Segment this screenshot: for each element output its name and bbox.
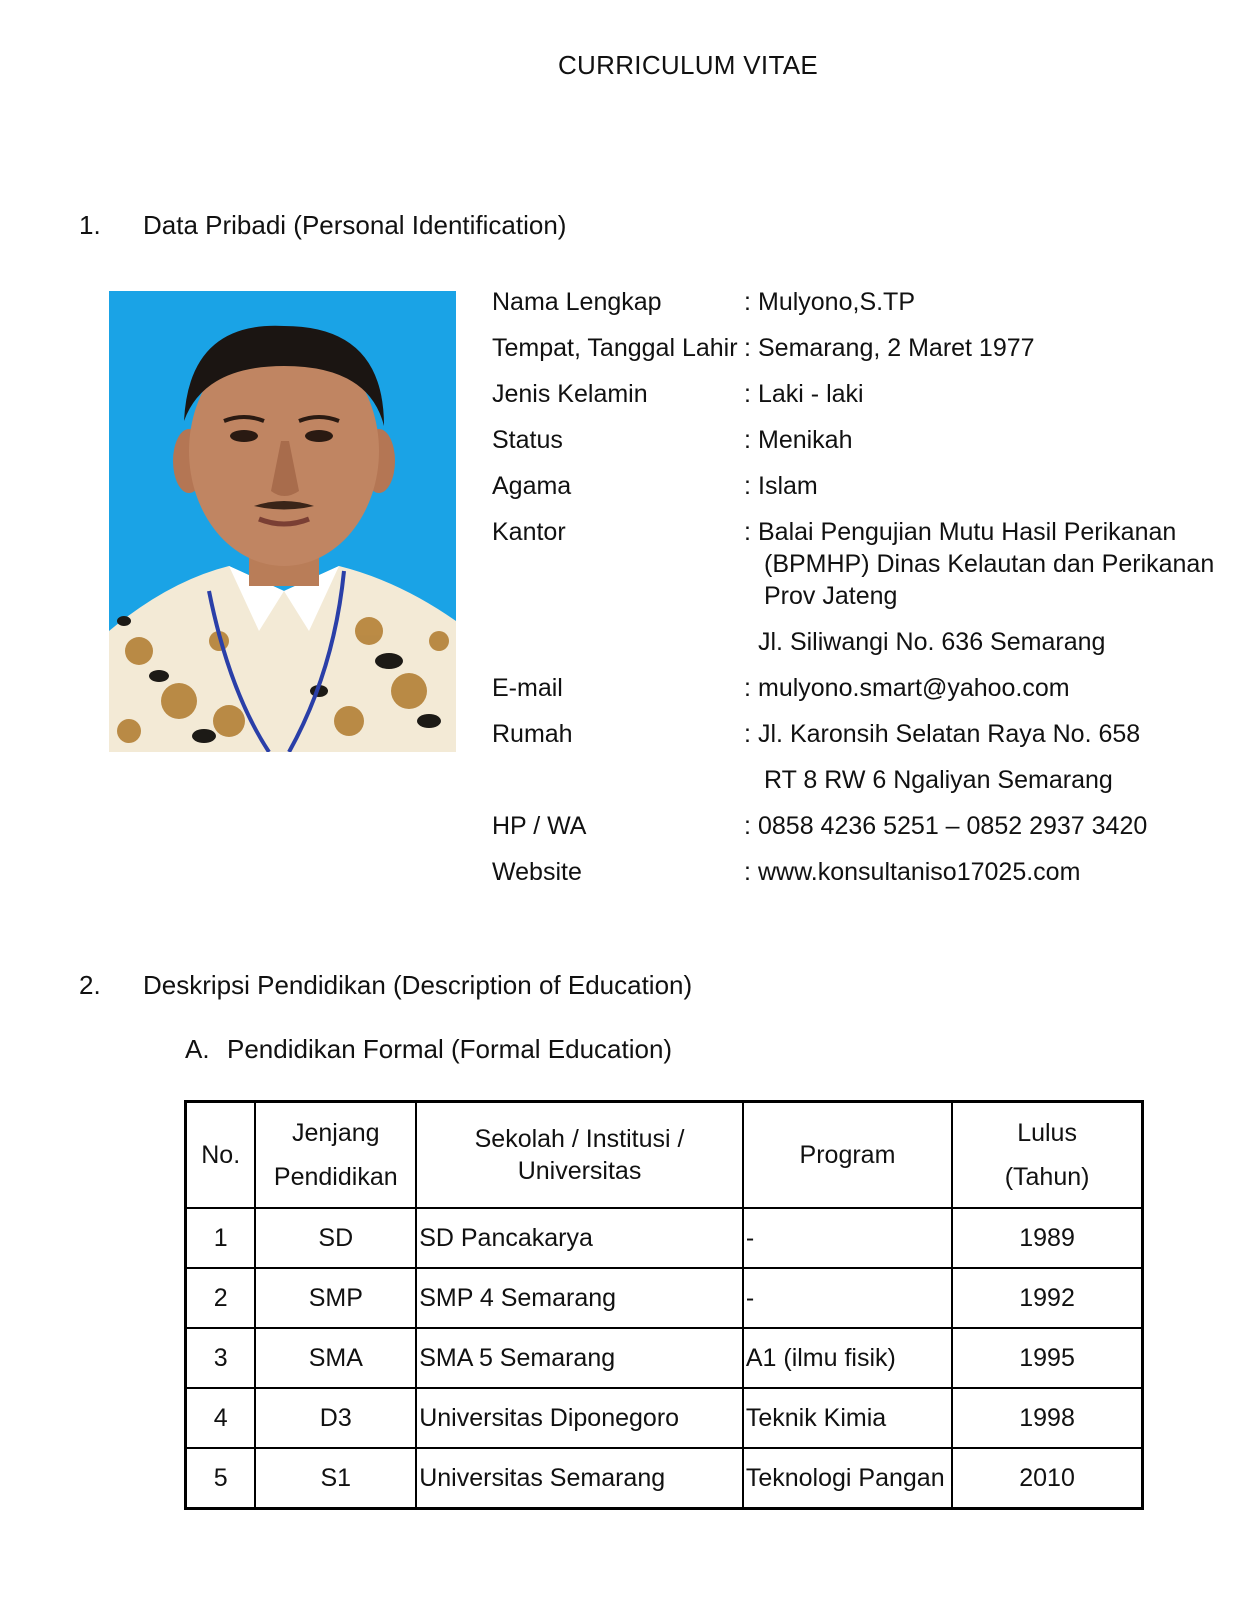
rumah-line-2: RT 8 RW 6 Ngaliyan Semarang bbox=[764, 766, 1113, 794]
value-nama: Mulyono,S.TP bbox=[758, 288, 916, 316]
header-sekolah: Sekolah / Institusi / Universitas bbox=[416, 1102, 743, 1209]
cell-no: 3 bbox=[186, 1328, 256, 1388]
separator: : bbox=[744, 812, 751, 840]
label-hp: HP / WA bbox=[492, 812, 587, 840]
cell-jenjang: S1 bbox=[255, 1448, 416, 1509]
info-row-ttl bbox=[492, 332, 1232, 364]
label-ttl: Tempat, Tanggal Lahir bbox=[492, 334, 738, 362]
info-row-kantor-address bbox=[492, 626, 1232, 658]
page-title: CURRICULUM VITAE bbox=[557, 50, 818, 80]
subsection-letter: A. bbox=[185, 1034, 210, 1064]
cell-jenjang: SMA bbox=[255, 1328, 416, 1388]
table-row bbox=[186, 1208, 1143, 1268]
portrait-image bbox=[109, 291, 456, 752]
label-agama: Agama bbox=[492, 472, 572, 500]
separator: : bbox=[744, 426, 751, 454]
kantor-line-1: Balai Pengujian Mutu Hasil Perikanan bbox=[758, 518, 1177, 546]
section-title: Deskripsi Pendidikan (Description of Education) bbox=[143, 970, 693, 1000]
cell-sekolah: SD Pancakarya bbox=[416, 1208, 743, 1268]
table-row bbox=[186, 1268, 1143, 1328]
label-jenis-kelamin: Jenis Kelamin bbox=[492, 380, 648, 408]
label-website: Website bbox=[492, 858, 582, 886]
value-status: Menikah bbox=[758, 426, 853, 454]
label-nama: Nama Lengkap bbox=[492, 288, 662, 316]
separator: : bbox=[744, 720, 751, 748]
cell-program: Teknik Kimia bbox=[743, 1388, 952, 1448]
info-row-kantor bbox=[492, 516, 1232, 612]
value-email: mulyono.smart@yahoo.com bbox=[758, 674, 1070, 702]
label-kantor: Kantor bbox=[492, 518, 566, 546]
cell-sekolah: SMA 5 Semarang bbox=[416, 1328, 743, 1388]
info-row-rumah bbox=[492, 718, 1232, 750]
value-ttl: Semarang, 2 Maret 1977 bbox=[758, 334, 1035, 362]
header-jenjang: Jenjang Pendidikan bbox=[255, 1102, 416, 1209]
cell-sekolah: Universitas Semarang bbox=[416, 1448, 743, 1509]
table-row bbox=[186, 1328, 1143, 1388]
cell-jenjang: SMP bbox=[255, 1268, 416, 1328]
cell-no: 5 bbox=[186, 1448, 256, 1509]
value-website: www.konsultaniso17025.com bbox=[758, 858, 1081, 886]
info-row-jenis-kelamin bbox=[492, 378, 1232, 410]
label-status: Status bbox=[492, 426, 563, 454]
personal-info bbox=[492, 286, 1232, 902]
education-table bbox=[184, 1100, 1144, 1510]
cell-no: 1 bbox=[186, 1208, 256, 1268]
separator: : bbox=[744, 674, 751, 702]
separator: : bbox=[744, 288, 751, 316]
kantor-line-3: Prov Jateng bbox=[764, 582, 898, 610]
cell-lulus: 1995 bbox=[952, 1328, 1142, 1388]
section-number: 1. bbox=[79, 210, 101, 240]
cell-lulus: 2010 bbox=[952, 1448, 1142, 1509]
rumah-line-1: Jl. Karonsih Selatan Raya No. 658 bbox=[758, 720, 1141, 748]
cell-program: - bbox=[743, 1268, 952, 1328]
header-no: No. bbox=[186, 1102, 256, 1209]
cell-lulus: 1992 bbox=[952, 1268, 1142, 1328]
info-row-email bbox=[492, 672, 1232, 704]
cell-jenjang: D3 bbox=[255, 1388, 416, 1448]
cell-sekolah: SMP 4 Semarang bbox=[416, 1268, 743, 1328]
value-agama: Islam bbox=[758, 472, 818, 500]
separator: : bbox=[744, 334, 751, 362]
value-jenis-kelamin: Laki - laki bbox=[758, 380, 864, 408]
kantor-line-4: Jl. Siliwangi No. 636 Semarang bbox=[758, 628, 1106, 656]
separator: : bbox=[744, 858, 751, 886]
table-row bbox=[186, 1448, 1143, 1509]
header-lulus: Lulus (Tahun) bbox=[952, 1102, 1142, 1209]
info-row-nama bbox=[492, 286, 1232, 318]
value-hp: 0858 4236 5251 – 0852 2937 3420 bbox=[758, 812, 1148, 840]
info-row-status bbox=[492, 424, 1232, 456]
cell-program: Teknologi Pangan bbox=[743, 1448, 952, 1509]
cell-sekolah: Universitas Diponegoro bbox=[416, 1388, 743, 1448]
separator: : bbox=[744, 380, 751, 408]
value-kantor bbox=[758, 516, 1232, 612]
cell-program: - bbox=[743, 1208, 952, 1268]
info-row-hp bbox=[492, 810, 1232, 842]
info-row-agama bbox=[492, 470, 1232, 502]
subsection-heading-formal bbox=[185, 1034, 672, 1065]
subsection-title: Pendidikan Formal (Formal Education) bbox=[227, 1034, 673, 1064]
kantor-line-2: (BPMHP) Dinas Kelautan dan Perikanan bbox=[764, 550, 1215, 578]
cell-no: 2 bbox=[186, 1268, 256, 1328]
header-program: Program bbox=[743, 1102, 952, 1209]
separator: : bbox=[744, 472, 751, 500]
label-rumah: Rumah bbox=[492, 720, 573, 748]
info-row-website bbox=[492, 856, 1232, 888]
cell-jenjang: SD bbox=[255, 1208, 416, 1268]
table-header-row bbox=[186, 1102, 1143, 1209]
table-row bbox=[186, 1388, 1143, 1448]
separator: : bbox=[744, 518, 751, 546]
cell-lulus: 1998 bbox=[952, 1388, 1142, 1448]
cell-no: 4 bbox=[186, 1388, 256, 1448]
label-email: E-mail bbox=[492, 674, 563, 702]
cell-program: A1 (ilmu fisik) bbox=[743, 1328, 952, 1388]
section-number: 2. bbox=[79, 970, 101, 1000]
cell-lulus: 1989 bbox=[952, 1208, 1142, 1268]
section-title: Data Pribadi (Personal Identification) bbox=[143, 210, 567, 240]
info-row-rumah-rt bbox=[492, 764, 1232, 796]
profile-photo bbox=[109, 291, 456, 752]
